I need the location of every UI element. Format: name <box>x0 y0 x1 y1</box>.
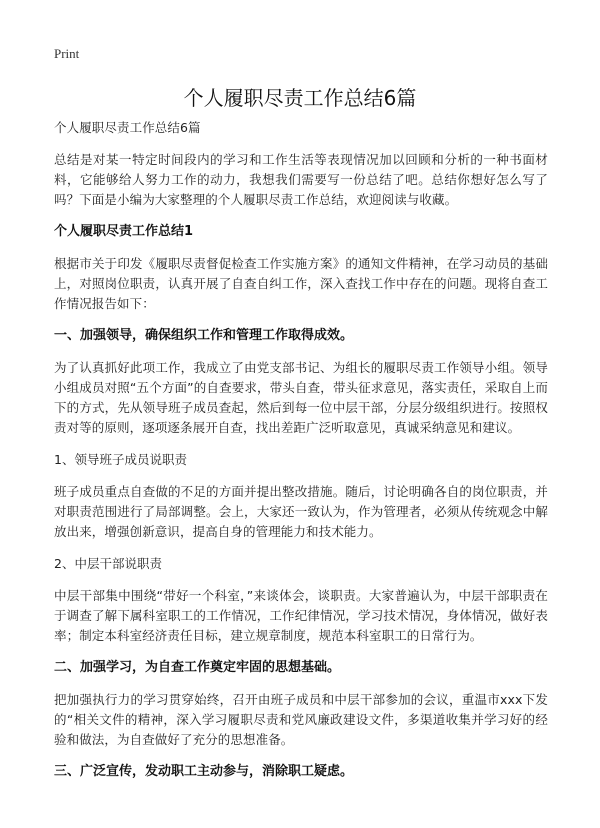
subheading-middle-managers: 2、中层干部说职责 <box>54 556 162 571</box>
intro-title-line: 个人履职尽责工作总结6篇 <box>54 120 201 135</box>
body-paragraph: 中层干部集中围绕“带好一个科室，”来谈体会，谈职责。大家普遍认为，中层干部职责在于调查了解下属科室职工的工作情况，工作纪律情况，学习技术情况，身体情况，做好表率；制定本科室经济责任目标，建立规章制度，规范本科室职工的日常行为。 <box>54 588 548 643</box>
body-paragraph: 为了认真抓好此项工作，我成立了由党支部书记、为组长的履职尽责工作领导小组。领导小组成员对照“五个方面”的自查要求，带头自查，带头征求意见，落实责任，采取自上而下的方式，先从领导班子成员查起，然后到每一位中层干部，分层分级组织进行。按照权责对等的原则，逐项逐条展开自查，找出差距广泛听取意见，真诚采纳意见和建议。 <box>54 360 548 435</box>
body-paragraph: 班子成员重点自查做的不足的方面并提出整改措施。随后，讨论明确各自的岗位职责，并对职责范围进行了局部调整。会上，大家还一致认为，作为管理者，必须从传统观念中解放出来，增强创新意识，提高自身的管理能力和技术能力。 <box>54 484 548 539</box>
section-heading-summary-1: 个人履职尽责工作总结1 <box>54 224 194 239</box>
section-heading-2: 二、加强学习，为自查工作奠定牢固的思想基础。 <box>54 660 341 675</box>
section-heading-1: 一、加强领导，确保组织工作和管理工作取得成效。 <box>54 328 354 343</box>
body-paragraph: 根据市关于印发《履职尽责督促检查工作实施方案》的通知文件精神，在学习动员的基础上，对照岗位职责，认真开展了自查自纠工作，深入查找工作中存在的问题。现将自查工作情况报告如下： <box>54 256 548 311</box>
intro-paragraph: 总结是对某一特定时间段内的学习和工作生活等表现情况加以回顾和分析的一种书面材料，它能够给人努力工作的动力，我想我们需要写一份总结了吧。总结你想好怎么写了吗？下面是小编为大家整理的个人履职尽责工作总结，欢迎阅读与收藏。 <box>54 152 548 207</box>
body-paragraph: 把加强执行力的学习贯穿始终，召开由班子成员和中层干部参加的会议，重温市xxx下发的“相关文件的精神，深入学习履职尽责和党风廉政建设文件，多渠道收集并学习好的经验和做法，为自查做好了充分的思想准备。 <box>54 692 548 747</box>
page-title: 个人履职尽责工作总结6篇 <box>183 86 417 110</box>
print-label[interactable]: Print <box>54 46 80 61</box>
subheading-leaders: 1、领导班子成员说职责 <box>54 452 187 467</box>
document-body <box>54 118 548 782</box>
section-heading-3: 三、广泛宣传，发动职工主动参与，消除职工疑虑。 <box>54 764 354 779</box>
